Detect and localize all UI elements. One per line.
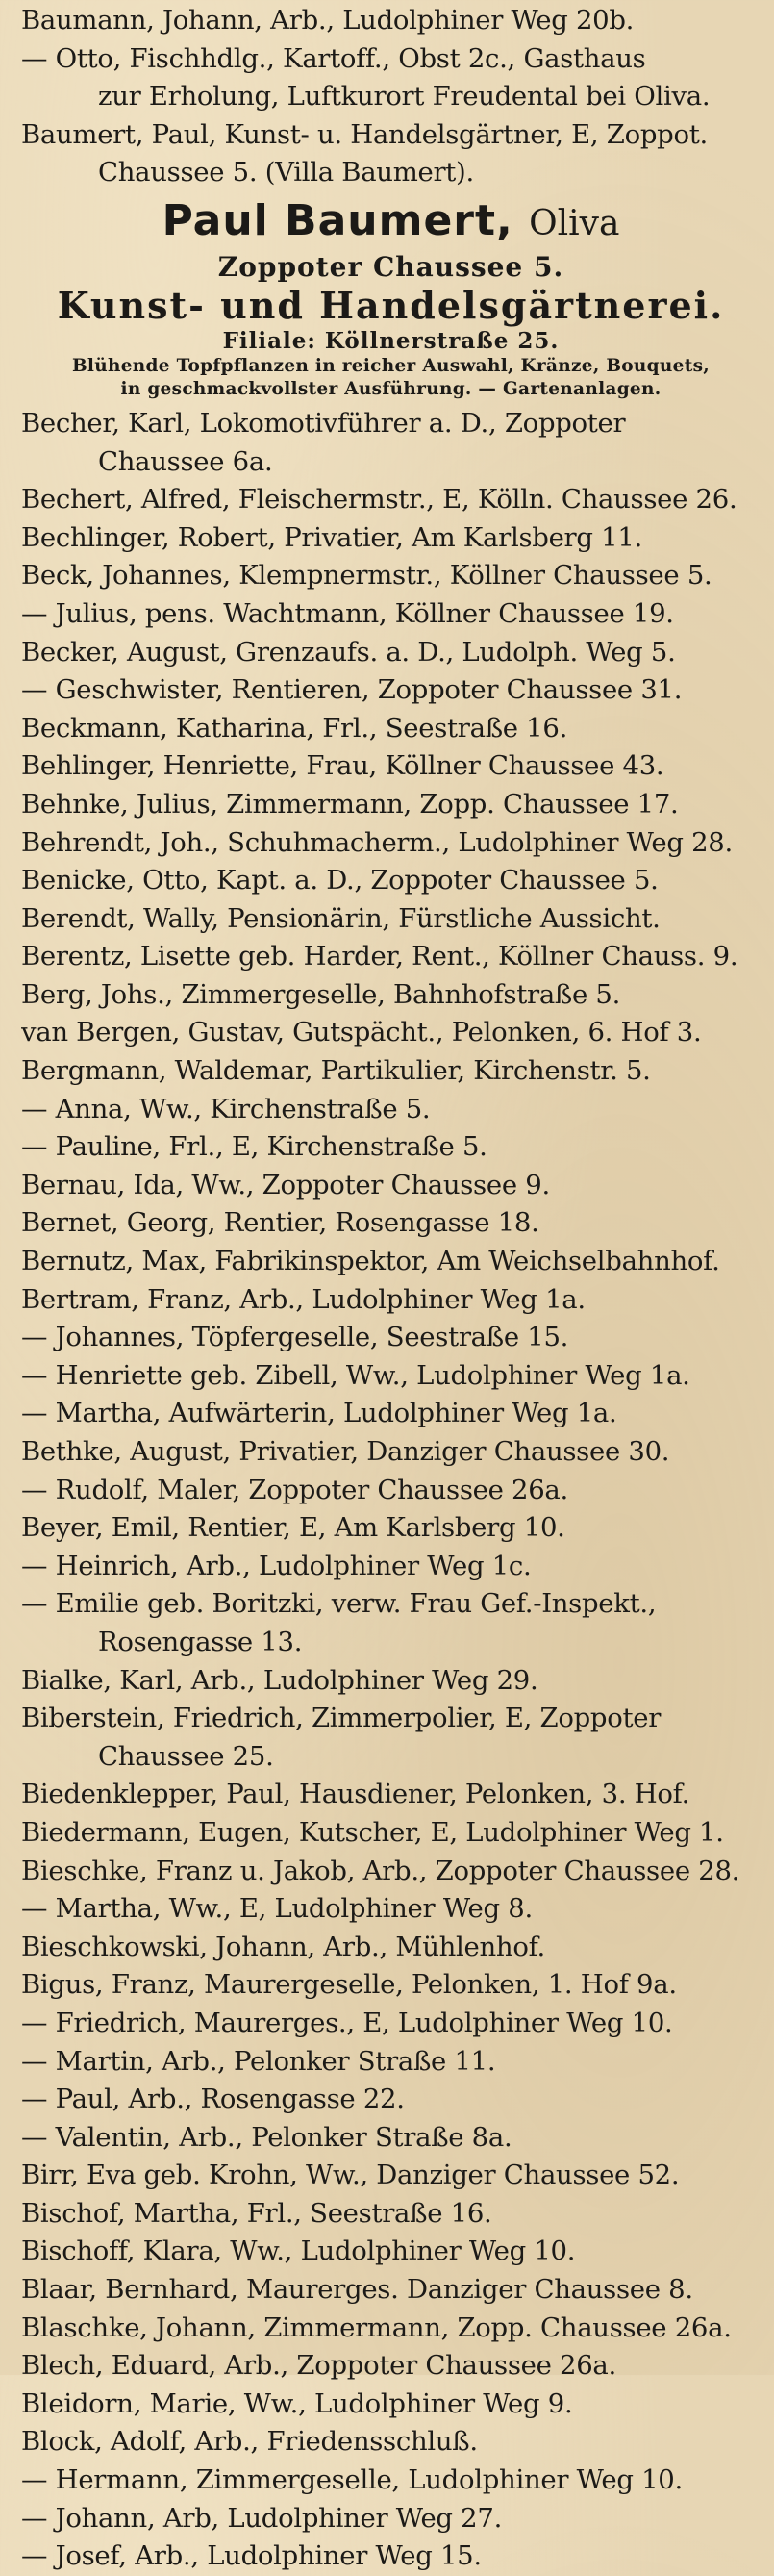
directory-entry: Bieschke, Franz u. Jakob, Arb., Zoppoter Chaussee 28. xyxy=(21,1855,740,1886)
entry-list xyxy=(21,405,761,2576)
ad-place: Oliva xyxy=(529,203,620,243)
directory-entry: Biedermann, Eugen, Kutscher, E, Ludolphiner Weg 1. xyxy=(21,1816,724,1848)
directory-entry: — Pauline, Frl., E, Kirchenstraße 5. xyxy=(21,1131,487,1163)
directory-entry: Bieschkowski, Johann, Arb., Mühlenhof. xyxy=(21,1931,545,1962)
ad-description-line-2: in geschmackvollster Ausführung. — Gartenanlagen. xyxy=(120,378,662,399)
ad-street: Zoppoter Chaussee 5. xyxy=(217,250,564,283)
directory-entry: — Heinrich, Arb., Ludolphiner Weg 1c. xyxy=(21,1550,532,1581)
entry-continuation: Chaussee 6a. xyxy=(98,445,273,477)
directory-entry: Blech, Eduard, Arb., Zoppoter Chaussee 26a. xyxy=(21,2350,616,2382)
directory-entry: — Johann, Arb, Ludolphiner Weg 27. xyxy=(21,2502,503,2534)
directory-entry: Behnke, Julius, Zimmermann, Zopp. Chaussee 17. xyxy=(21,788,679,820)
directory-entry: — Rudolf, Maler, Zoppoter Chaussee 26a. xyxy=(21,1474,568,1505)
ad-description-line-1: Blühende Topfpflanzen in reicher Auswahl, Kränze, Bouquets, xyxy=(71,355,711,376)
directory-entry: — Friedrich, Maurerges., E, Ludolphiner Weg 10. xyxy=(21,2007,673,2038)
entry-continuation: zur Erholung, Luftkurort Freudental bei Oliva. xyxy=(98,81,711,113)
directory-entry: Baumann, Johann, Arb., Ludolphiner Weg 20b. xyxy=(21,5,635,36)
directory-entry: Berendt, Wally, Pensionärin, Fürstliche Aussicht. xyxy=(21,902,661,934)
directory-entry: — Emilie geb. Boritzki, verw. Frau Gef.-Inspekt., xyxy=(21,1588,657,1620)
directory-entry: Berg, Johs., Zimmergeselle, Bahnhofstraße 5. xyxy=(21,978,621,1010)
directory-entry: Behlinger, Henriette, Frau, Köllner Chaussee 43. xyxy=(21,750,664,782)
directory-entry: Bertram, Franz, Arb., Ludolphiner Weg 1a. xyxy=(21,1283,586,1315)
directory-entry: Bialke, Karl, Arb., Ludolphiner Weg 29. xyxy=(21,1664,538,1696)
directory-entry: — Henriette geb. Zibell, Ww., Ludolphiner Weg 1a. xyxy=(21,1359,690,1391)
directory-entry: — Valentin, Arb., Pelonker Straße 8a. xyxy=(21,2121,512,2153)
directory-entry: — Otto, Fischhdlg., Kartoff., Obst 2c., Gasthaus xyxy=(21,42,646,74)
directory-entry: Bernau, Ida, Ww., Zoppoter Chaussee 9. xyxy=(21,1169,550,1200)
directory-entry: — Martha, Ww., E, Ludolphiner Weg 8. xyxy=(21,1893,533,1925)
directory-entry: — Hermann, Zimmergeselle, Ludolphiner Weg 10. xyxy=(21,2464,683,2496)
directory-entry: Bernet, Georg, Rentier, Rosengasse 18. xyxy=(21,1207,539,1239)
entry-list-top xyxy=(21,2,761,192)
directory-entry: — Julius, pens. Wachtmann, Köllner Chaussee 19. xyxy=(21,597,674,629)
directory-entry: Biberstein, Friedrich, Zimmerpolier, E, Zoppoter xyxy=(21,1703,662,1734)
directory-entry: Bergmann, Waldemar, Partikulier, Kirchenstr. 5. xyxy=(21,1055,651,1087)
directory-entry: Becher, Karl, Lokomotivführer a. D., Zoppoter xyxy=(21,407,626,439)
directory-entry: Bechlinger, Robert, Privatier, Am Karlsberg 11. xyxy=(21,521,642,553)
directory-entry: Becker, August, Grenzaufs. a. D., Ludolph. Weg 5. xyxy=(21,636,676,668)
directory-entry: Bigus, Franz, Maurergeselle, Pelonken, 1. Hof 9a. xyxy=(21,1969,677,2001)
directory-entry: Baumert, Paul, Kunst- u. Handelsgärtner, E, Zoppot. xyxy=(21,118,708,150)
entry-continuation: Chaussee 25. xyxy=(98,1740,274,1772)
directory-entry: Beyer, Emil, Rentier, E, Am Karlsberg 10. xyxy=(21,1512,565,1544)
directory-entry: — Josef, Arb., Ludolphiner Weg 15. xyxy=(21,2540,482,2572)
ad-branch: Filiale: Köllnerstraße 25. xyxy=(222,327,560,354)
directory-entry: — Paul, Arb., Rosengasse 22. xyxy=(21,2084,405,2115)
directory-entry: Benicke, Otto, Kapt. a. D., Zoppoter Chaussee 5. xyxy=(21,865,659,897)
directory-entry: Bischof, Martha, Frl., Seestraße 16. xyxy=(21,2197,492,2229)
entry-continuation: Rosengasse 13. xyxy=(98,1626,303,1657)
directory-entry: Bernutz, Max, Fabrikinspektor, Am Weichselbahnhof. xyxy=(21,1246,720,1277)
directory-entry: Blaar, Bernhard, Maurerges. Danziger Chaussee 8. xyxy=(21,2274,693,2306)
directory-entry: Beckmann, Katharina, Frl., Seestraße 16. xyxy=(21,712,568,744)
ad-company-name: Paul Baumert, Oliva xyxy=(162,195,620,245)
directory-entry: Bechert, Alfred, Fleischermstr., E, Kölln. Chaussee 26. xyxy=(21,484,737,516)
directory-entry: — Martin, Arb., Pelonker Straße 11. xyxy=(21,2045,496,2077)
directory-entry: Behrendt, Joh., Schuhmacherm., Ludolphiner Weg 28. xyxy=(21,826,733,858)
advertisement xyxy=(21,194,761,401)
directory-entry: Blaschke, Johann, Zimmermann, Zopp. Chaussee 26a. xyxy=(21,2311,732,2343)
ad-business-type: Kunst- und Handelsgärtnerei. xyxy=(57,283,725,327)
directory-entry: Berentz, Lisette geb. Harder, Rent., Köllner Chauss. 9. xyxy=(21,941,738,972)
directory-entry: — Martha, Aufwärterin, Ludolphiner Weg 1a. xyxy=(21,1398,617,1429)
directory-entry: Bleidorn, Marie, Ww., Ludolphiner Weg 9. xyxy=(21,2387,573,2419)
entry-continuation: Chaussee 5. (Villa Baumert). xyxy=(98,157,474,189)
directory-entry: Birr, Eva geb. Krohn, Ww., Danziger Chaussee 52. xyxy=(21,2159,680,2191)
directory-entry: Biedenklepper, Paul, Hausdiener, Pelonken, 3. Hof. xyxy=(21,1779,690,1810)
directory-entry: Bischoff, Klara, Ww., Ludolphiner Weg 10. xyxy=(21,2235,576,2267)
directory-entry: van Bergen, Gustav, Gutspächt., Pelonken, 6. Hof 3. xyxy=(21,1017,702,1048)
directory-entry: — Johannes, Töpfergeselle, Seestraße 15. xyxy=(21,1322,569,1353)
directory-entry: Block, Adolf, Arb., Friedensschluß. xyxy=(21,2426,478,2458)
directory-entry: Beck, Johannes, Klempnermstr., Köllner Chaussee 5. xyxy=(21,560,712,592)
directory-entry: — Anna, Ww., Kirchenstraße 5. xyxy=(21,1093,431,1124)
directory-entry: Bethke, August, Privatier, Danziger Chaussee 30. xyxy=(21,1436,670,1467)
directory-entry: — Geschwister, Rentieren, Zoppoter Chaussee 31. xyxy=(21,674,683,706)
